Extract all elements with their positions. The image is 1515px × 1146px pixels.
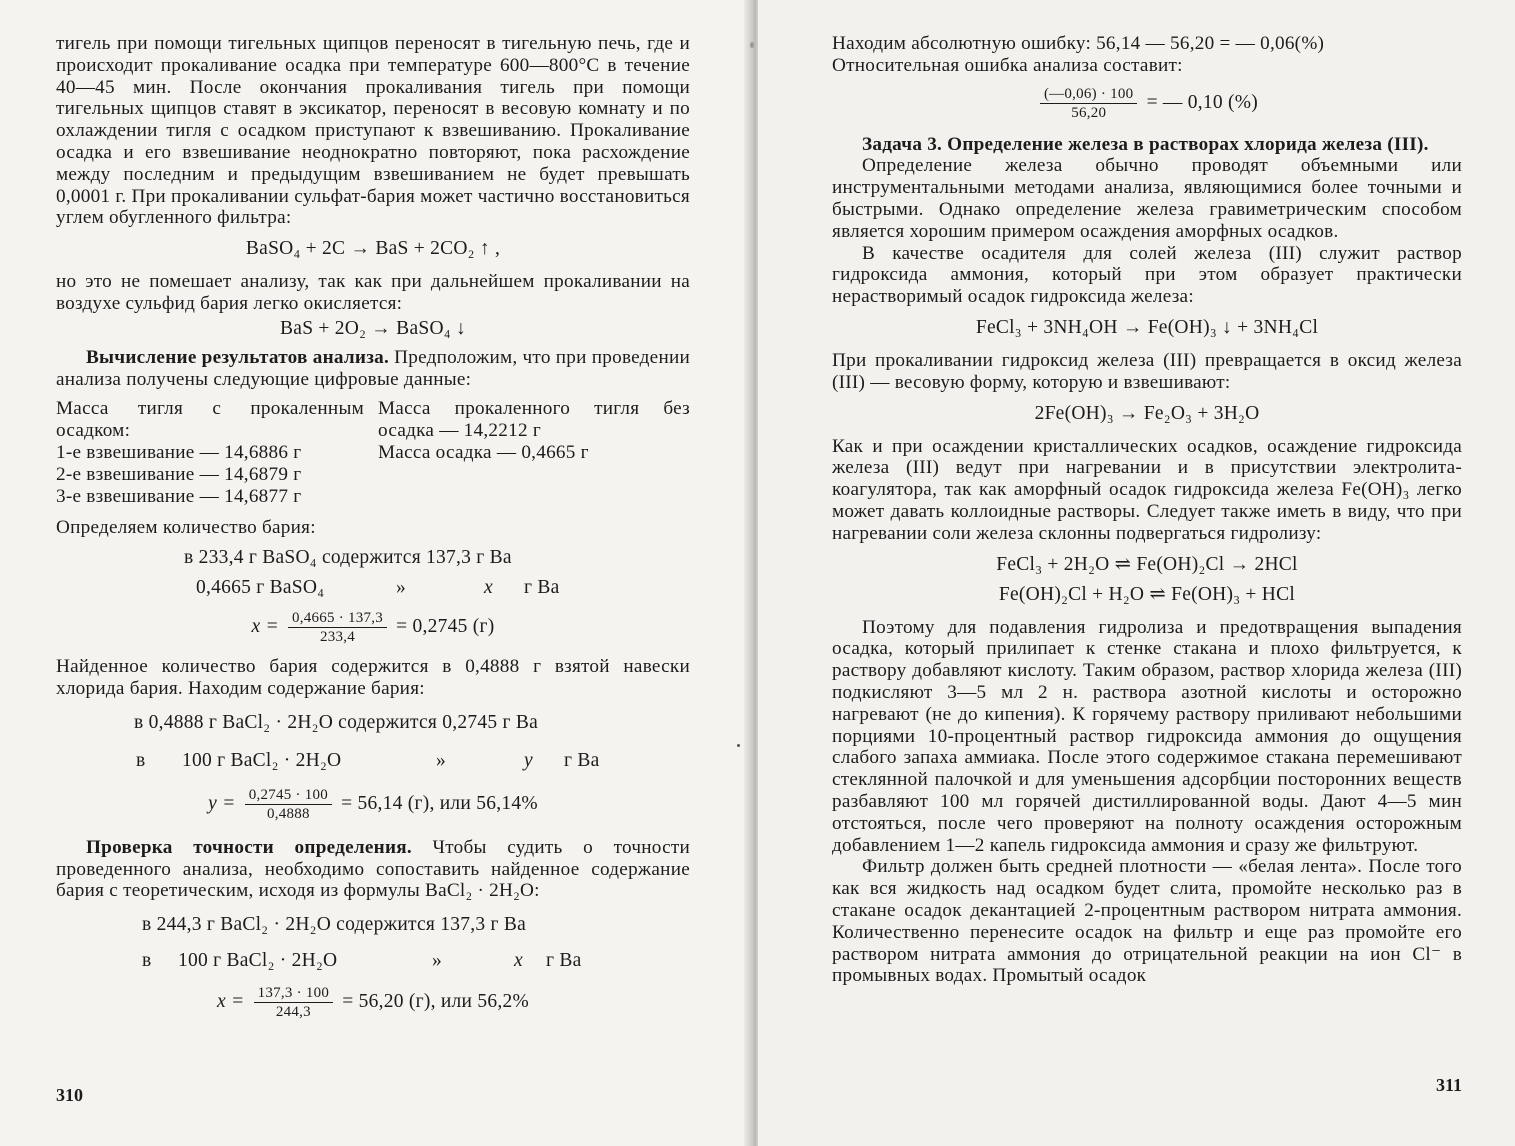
fraction-denominator: 56,20 [1071, 104, 1107, 121]
task-3-heading: Задача 3. Определение железа в растворах хлорида железа (III). [862, 133, 1429, 155]
equation-iron-calcination: 2Fe(OH)₃ → Fe₂O₃ + 3H₂O [1034, 402, 1260, 424]
relative-error-intro: Относительная ошибка анализа составит: [832, 54, 1183, 76]
scan-speck [737, 744, 740, 747]
right-page-text [832, 33, 1462, 987]
x-theoretical-fraction [56, 984, 690, 1021]
relative-error-fraction [832, 85, 1462, 122]
unknown-y: y [524, 749, 533, 771]
left-paragraph-2: но это не помешает анализу, так как при дальнейшем прокаливании на воздухе сульфид бария легко окисляется: [56, 271, 690, 314]
ditto-mark: » [432, 950, 442, 972]
mass-left-line: Масса тигля с прокаленным [56, 398, 364, 420]
left-paragraph-4: Определяем количество бария: [56, 517, 316, 539]
equation-hydrolysis-1: FeCl₃ + 2H₂O ⇌ Fe(OH)₂Cl → 2HCl [996, 553, 1298, 575]
mass-right-line: осадка — 14,2212 г [378, 420, 541, 442]
mass-left-line: 1-е взвешивание — 14,6886 г [56, 441, 302, 463]
right-page [758, 0, 1515, 1146]
left-paragraph-5: Найденное количество бария содержится в 0,4888 г взятой навески хлорида бария. Находим содержание бария: [56, 656, 690, 699]
mass-data-left-column [56, 398, 364, 507]
mass-data-right-column [378, 398, 690, 507]
fraction-result: = — 0,10 (%) [1146, 91, 1259, 113]
right-paragraph-3: При прокаливании гидроксид железа (III) превращается в оксид железа (III) — весовую форму, которую и взвешивают: [832, 349, 1462, 393]
equation-bas-formation: BaSO₄ + 2C → BaS + 2CO₂ ↑ , [245, 238, 501, 260]
mass-data-table [56, 398, 690, 507]
proportion-mass: 0,4665 г BaSO₄ [196, 577, 325, 599]
left-paragraph-3 [56, 347, 690, 391]
calc-intro: Предположим, что при проведении анализа получены следующие цифровые данные: [56, 346, 691, 390]
proportion-line: в 244,3 г BaCl₂ · 2H₂O содержится 137,3 г Ba [142, 914, 527, 936]
proportion-unit: г Ba [524, 577, 560, 599]
scan-speck [750, 42, 754, 48]
fraction-denominator: 244,3 [275, 1004, 311, 1021]
fraction-numerator: 137,3 · 100 [254, 984, 334, 1003]
proportion-unit: г Ba [546, 950, 582, 972]
left-page-number: 310 [56, 1085, 83, 1105]
right-paragraph-5: Поэтому для подавления гидролиза и предотвращения выпадения осадка, который прилипает к стенке стакана и плохо фильтруется, к раствору добавляют кислоту. Таким образом, раствор хлорида железа (III) подкисляют 3—5 мл 2 н. раствора азотной кислоты и осторожно нагревают (не до кипения). К горячему раствору приливают небольшими порциями 10-процентный раствор гидроксида аммония до ощущения слабого запаха аммиака. После этого содержимое стакана перемешивают стеклянной палочкой и для уменьшения адсорбции посторонних веществ разбавляют 100 мл горячей дистиллированной воды. Дают 4—5 мин отстояться, после чего проверяют на полноту осаждения осторожным добавлением 1—2 капель гидроксида аммония и сразу же фильтруют. [832, 616, 1462, 856]
fraction-lhs: y = [208, 792, 236, 814]
barium-chloride-proportion [56, 708, 690, 776]
ditto-mark: » [436, 749, 446, 771]
fraction-result: = 56,14 (г), или 56,14% [341, 792, 538, 814]
proportion-unit: г Ba [564, 749, 600, 771]
fraction-result: = 56,20 (г), или 56,2% [342, 991, 529, 1013]
right-paragraph-1: Определение железа обычно проводят объемными или инструментальными методами анализа, являющимися более точными и быстрыми. Однако определение железа гравиметрическим способом является хорошим примером осаждения аморфных осадков. [832, 155, 1462, 242]
fraction [254, 984, 334, 1021]
proportion-mass: 100 г BaCl₂ · 2H₂O [178, 950, 338, 972]
left-page-text [56, 33, 690, 1021]
right-paragraph-6: Фильтр должен быть средней плотности — «белая лента». После того как вся жидкость над осадком будет слита, промойте несколько раз в стакане осадок декантацией 2-процентным раствором нитрата аммония. Количественно перенесите осадок на фильтр и еще раз промойте его раствором нитрата аммония до отрицательной реакции на ион Cl⁻ в промывных водах. Промытый осадок [832, 856, 1462, 987]
fraction-lhs: x = [217, 991, 245, 1013]
barium-proportion [56, 543, 690, 603]
fraction-denominator: 0,4888 [266, 805, 310, 822]
theoretical-proportion [56, 910, 690, 976]
y-barium-fraction [56, 786, 690, 823]
equation-iron-precipitation: FeCl₃ + 3NH₄OH → Fe(OH)₃ ↓ + 3NH₄Cl [975, 316, 1319, 338]
fraction [288, 609, 387, 646]
right-page-number: 311 [1436, 1075, 1463, 1095]
check-heading: Проверка точности определения. [86, 836, 412, 858]
proportion-line: в 0,4888 г BaCl₂ · 2H₂O содержится 0,2745 г Ba [134, 711, 539, 733]
left-paragraph-6 [56, 837, 690, 902]
proportion-prefix: в [136, 749, 146, 771]
proportion-mass: 100 г BaCl₂ · 2H₂O [182, 749, 342, 771]
proportion-line: в 233,4 г BaSO₄ содержится 137,3 г Ba [184, 547, 512, 569]
mass-right-line: Масса прокаленного тигля без [378, 398, 690, 420]
mass-left-line: 2-е взвешивание — 14,6879 г [56, 463, 302, 485]
equation-hydrolysis-2: Fe(OH)₂Cl + H₂O ⇌ Fe(OH)₃ + HCl [998, 583, 1296, 605]
unknown-x: x [484, 577, 493, 599]
fraction-lhs: x = [251, 616, 279, 638]
check-intro: Чтобы судить о точности проведенного анализа, необходимо сопоставить найденное содержание бария с теоретическим, исходя из формулы BaCl₂ · 2H₂O: [56, 836, 690, 902]
fraction-numerator: 0,4665 · 137,3 [288, 609, 387, 628]
fraction [245, 786, 332, 823]
fraction-denominator: 233,4 [320, 629, 356, 646]
mass-right-line: Масса осадка — 0,4665 г [378, 441, 589, 463]
fraction [1040, 85, 1138, 122]
unknown-x: x [514, 950, 523, 972]
mass-left-line: 3-е взвешивание — 14,6877 г [56, 485, 302, 507]
right-paragraph-4: Как и при осаждении кристаллических осадков, осаждение гидроксида железа (III) ведут при нагревании и в присутствии электролита-коагулятора, так как аморфный осадок гидроксида железа Fe(OH)₃ легко может давать коллоидные растворы. Следует также иметь в виду, что при нагревании соли железа склонны подвергаться гидролизу: [832, 435, 1462, 544]
mass-left-line: осадком: [56, 420, 131, 442]
x-barium-fraction [56, 609, 690, 646]
calc-heading: Вычисление результатов анализа. [86, 346, 390, 368]
left-paragraph-1: тигель при помощи тигельных щипцов переносят в тигельную печь, где и происходит прокаливание осадка при температуре 600—800°С в течение 40—45 мин. После окончания прокаливания тигель при помощи тигельных щипцов ставят в эксикатор, переносят в весовую комнату и по охлаждении тигля с осадком приступают к взвешиванию. Прокаливание осадка и его взвешивание неоднократно повторяют, пока расхождение между последним и предыдущим взвешиванием не будет превышать 0,0001 г. При прокаливании сульфат-бария может частично восстановиться углем обугленного фильтра: [56, 33, 690, 229]
fraction-numerator: (—0,06) · 100 [1040, 85, 1138, 104]
equation-bas-oxidation: BaS + 2O₂ → BaSO₄ ↓ [280, 317, 466, 339]
fraction-numerator: 0,2745 · 100 [245, 786, 332, 805]
right-paragraph-2: В качестве осадителя для солей железа (III) служит раствор гидроксида аммония, который при этом образует практически нерастворимый осадок гидроксида железа: [832, 242, 1462, 308]
proportion-prefix: в [142, 950, 152, 972]
fraction-result: = 0,2745 (г) [396, 616, 495, 638]
left-page [0, 0, 752, 1146]
ditto-mark: » [396, 577, 406, 599]
absolute-error-line: Находим абсолютную ошибку: 56,14 — 56,20 = — 0,06(%) [832, 33, 1325, 54]
